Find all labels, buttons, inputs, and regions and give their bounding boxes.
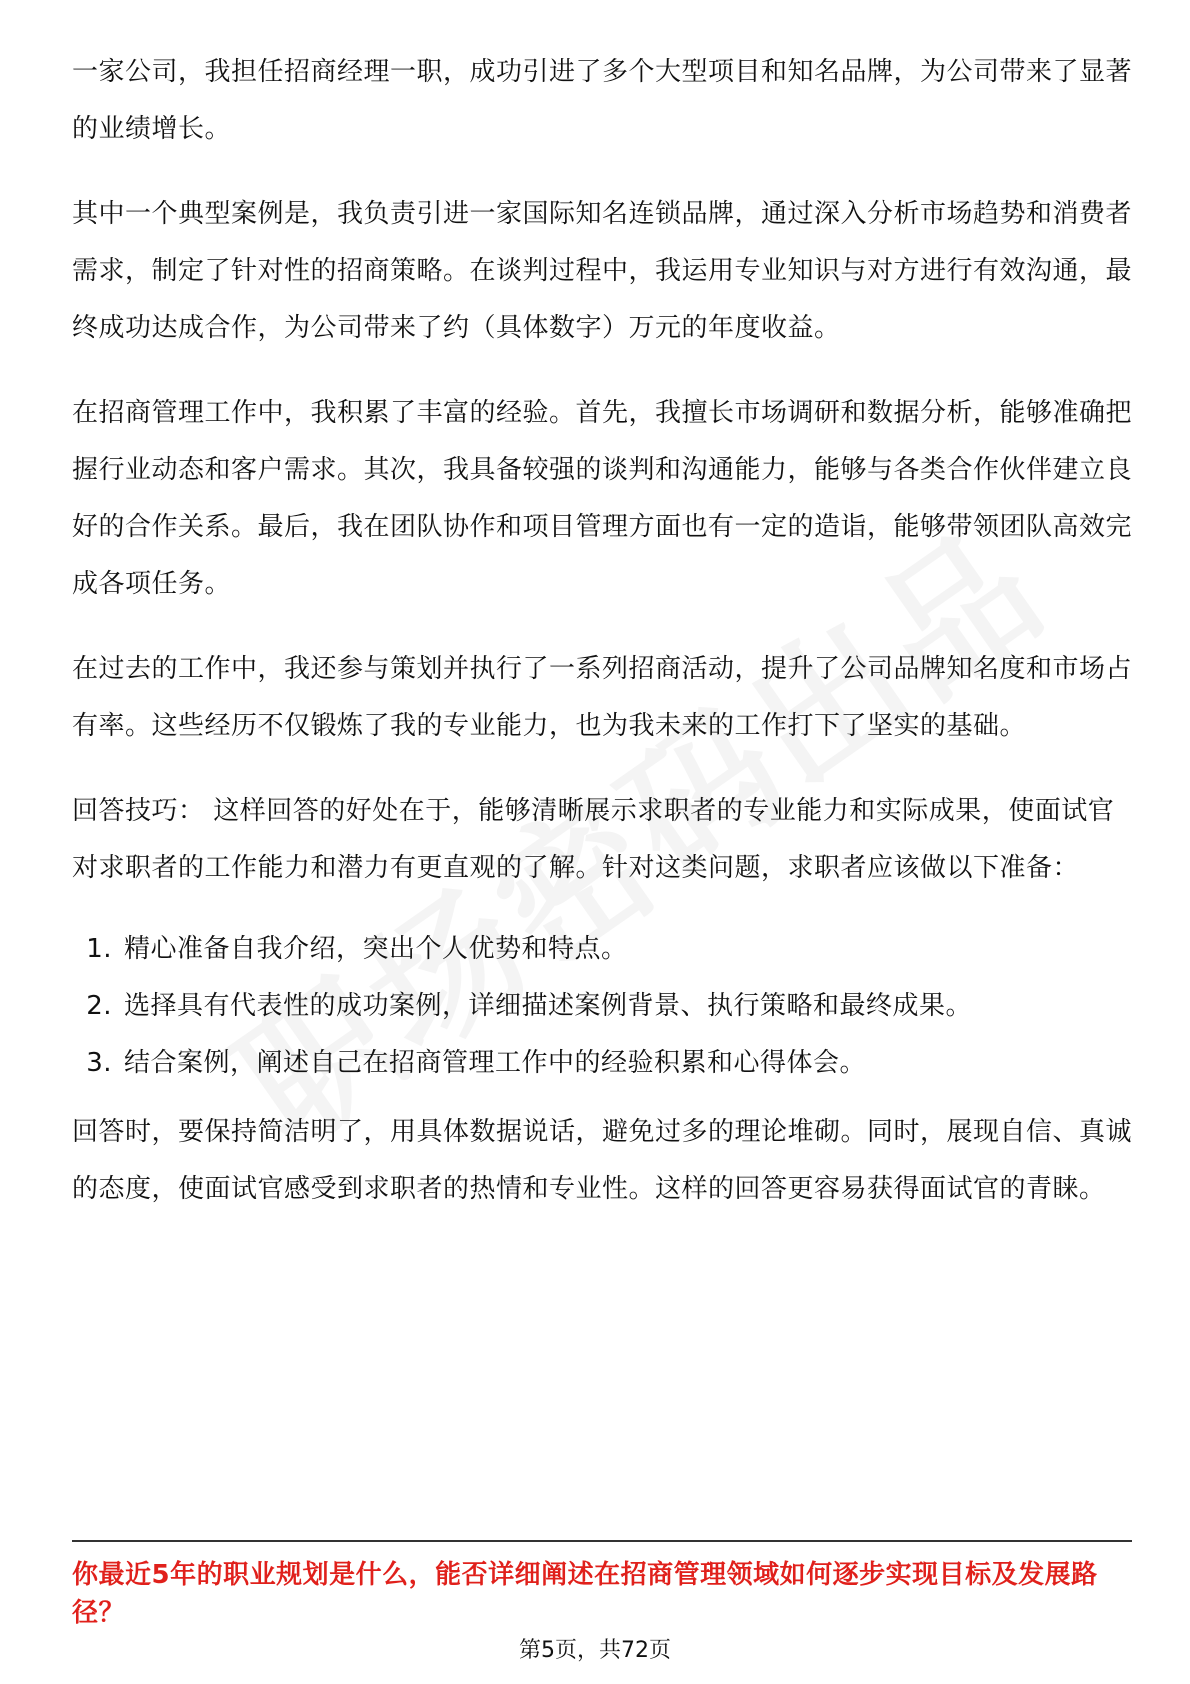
paragraph-experience: 在招商管理工作中，我积累了丰富的经验。首先，我擅长市场调研和数据分析，能够准确把握行业动态和客户需求。其次，我具备较强的谈判和沟通能力，能够与各类合作伙伴建立良好的合作关系。最后，我在团队协作和项目管理方面也有一定的造诣，能够带领团队高效完成各项任务。 (72, 398, 1133, 599)
list-item-text: 结合案例，阐述自己在招商管理工作中的经验积累和心得体会。 (124, 1048, 867, 1078)
preparation-list (72, 921, 1132, 1092)
section-divider (72, 1540, 1132, 1542)
paragraph-closing: 回答时，要保持简洁明了，用具体数据说话，避免过多的理论堆砌。同时，展现自信、真诚的态度，使面试官感受到求职者的热情和专业性。这样的回答更容易获得面试官的青睐。 (72, 1117, 1133, 1204)
next-question-heading: 你最近5年的职业规划是什么，能否详细阐述在招商管理领域如何逐步实现目标及发展路径？ (72, 1560, 1098, 1628)
list-item (72, 921, 1132, 978)
document-body (72, 44, 1132, 1246)
list-item-text: 选择具有代表性的成功案例，详细描述案例背景、执行策略和最终成果。 (124, 991, 973, 1021)
paragraph-activities: 在过去的工作中，我还参与策划并执行了一系列招商活动，提升了公司品牌知名度和市场占有率。这些经历不仅锻炼了我的专业能力，也为我未来的工作打下了坚实的基础。 (72, 654, 1133, 741)
list-item-number: 2. (86, 991, 112, 1021)
list-item (72, 1035, 1132, 1092)
paragraph-case: 其中一个典型案例是，我负责引进一家国际知名连锁品牌，通过深入分析市场趋势和消费者需求，制定了针对性的招商策略。在谈判过程中，我运用专业知识与对方进行有效沟通，最终成功达成合作，为公司带来了约（具体数字）万元的年度收益。 (72, 199, 1133, 343)
page-number: 第5页，共72页 (519, 1638, 671, 1663)
list-item (72, 978, 1132, 1035)
paragraph-intro: 一家公司，我担任招商经理一职，成功引进了多个大型项目和知名品牌，为公司带来了显著的业绩增长。 (72, 57, 1133, 144)
list-item-number: 1. (86, 934, 112, 964)
list-item-number: 3. (86, 1048, 112, 1078)
paragraph-tips: 回答技巧： 这样回答的好处在于，能够清晰展示求职者的专业能力和实际成果，使面试官对求职者的工作能力和潜力有更直观的了解。针对这类问题，求职者应该做以下准备： (72, 796, 1115, 883)
list-item-text: 精心准备自我介绍，突出个人优势和特点。 (124, 934, 628, 964)
